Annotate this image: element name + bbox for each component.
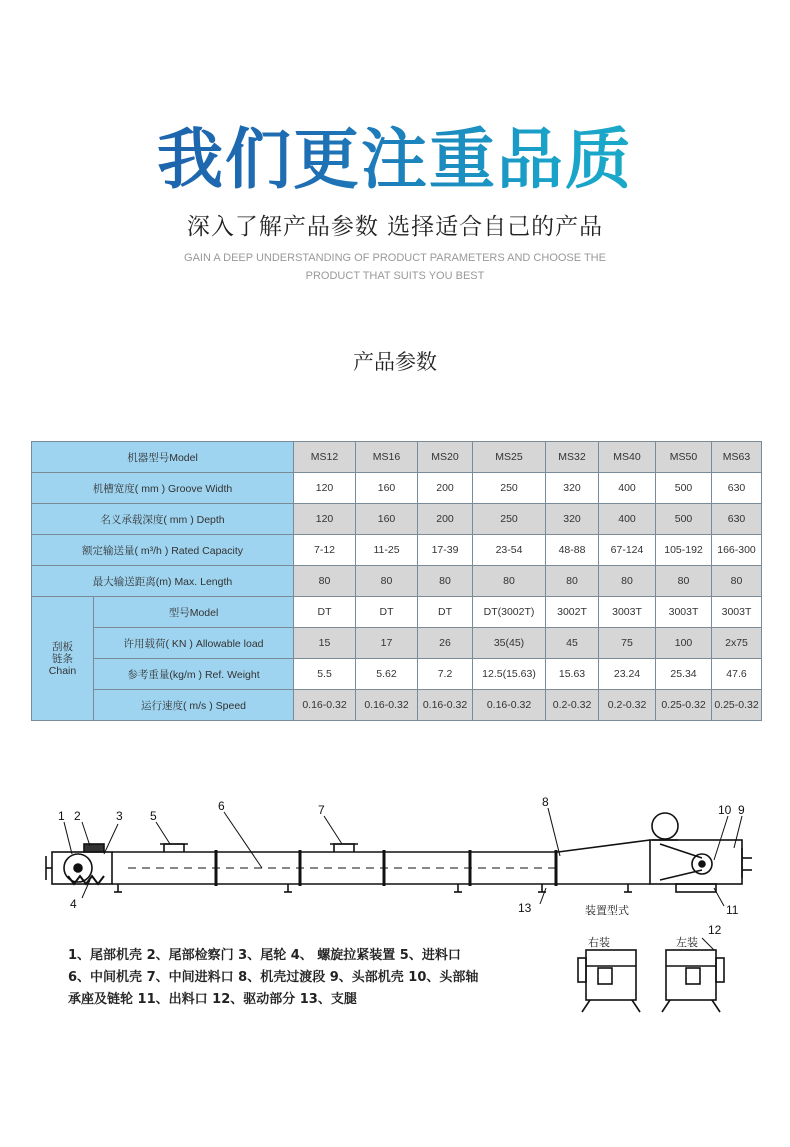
value-cell: 80 (294, 566, 356, 597)
value-cell: 500 (656, 504, 712, 535)
section-title: 产品参数 (353, 350, 437, 374)
value-cell: DT (294, 597, 356, 628)
value-cell: 160 (356, 504, 418, 535)
value-cell: 12.5(15.63) (473, 659, 546, 690)
callout-number-12: 12 (708, 923, 722, 937)
value-cell: 630 (712, 504, 762, 535)
callout-number-11: 11 (726, 903, 739, 917)
tail-inspection-door (84, 844, 104, 852)
right-mount-label: 右装 (588, 936, 610, 949)
table-row (32, 504, 762, 535)
value-cell: 23.24 (599, 659, 656, 690)
value-cell: 2x75 (712, 628, 762, 659)
callout-number-5: 5 (150, 809, 157, 823)
callout-number-8: 8 (542, 795, 549, 809)
table-row (32, 659, 762, 690)
value-cell: 0.2-0.32 (599, 690, 656, 721)
row-label: 机槽宽度( mm ) Groove Width (32, 473, 294, 504)
value-cell: 80 (546, 566, 599, 597)
value-cell: 45 (546, 628, 599, 659)
page-headline: 我们更注重品质 (0, 106, 790, 201)
transition-section (558, 840, 650, 852)
value-cell: 3003T (599, 597, 656, 628)
value-cell: 5.5 (294, 659, 356, 690)
legend-line-1: 1、尾部机壳 2、尾部检察门 3、尾轮 4、 螺旋拉紧装置 5、进料口 (68, 948, 461, 963)
parameter-table (31, 441, 762, 721)
model-cell: MS32 (546, 442, 599, 473)
value-cell: 320 (546, 473, 599, 504)
value-cell: 23-54 (473, 535, 546, 566)
value-cell: 80 (418, 566, 473, 597)
table-row (32, 690, 762, 721)
callout-number-3: 3 (116, 809, 123, 823)
value-cell: 0.16-0.32 (418, 690, 473, 721)
chain-group-text: 链条 (52, 652, 73, 665)
value-cell: 500 (656, 473, 712, 504)
legend-line-3: 承座及链轮 11、出料口 12、驱动部分 13、支腿 (68, 992, 357, 1007)
callout-number-10: 10 (718, 803, 732, 817)
value-cell: 80 (599, 566, 656, 597)
model-cell: MS50 (656, 442, 712, 473)
callout-number-7: 7 (318, 803, 325, 817)
model-cell: MS12 (294, 442, 356, 473)
value-cell: 3003T (712, 597, 762, 628)
value-cell: 200 (418, 504, 473, 535)
value-cell: 400 (599, 473, 656, 504)
callout-number-13: 13 (518, 901, 532, 915)
value-cell: DT(3002T) (473, 597, 546, 628)
chain-group-text: Chain (48, 664, 77, 677)
value-cell: 80 (356, 566, 418, 597)
value-cell: 7-12 (294, 535, 356, 566)
row-label: 最大输送距离(m) Max. Length (32, 566, 294, 597)
table-row (32, 473, 762, 504)
feed-inlet-5 (164, 844, 184, 852)
table-row (32, 442, 762, 473)
value-cell: 160 (356, 473, 418, 504)
value-cell: 0.16-0.32 (473, 690, 546, 721)
row-label: 许用载荷( KN ) Allowable load (94, 628, 294, 659)
model-cell: MS16 (356, 442, 418, 473)
install-type-label: 装置型式 (585, 904, 629, 917)
value-cell: 11-25 (356, 535, 418, 566)
row-label: 型号Model (94, 597, 294, 628)
table-row (32, 535, 762, 566)
english-subtitle-line-1: GAIN A DEEP UNDERSTANDING OF PRODUCT PARAMETERS AND CHOOSE THE (184, 252, 606, 264)
row-label: 机器型号Model (32, 442, 294, 473)
value-cell: 80 (473, 566, 546, 597)
value-cell: 25.34 (656, 659, 712, 690)
value-cell: 0.2-0.32 (546, 690, 599, 721)
value-cell: 250 (473, 504, 546, 535)
value-cell: 7.2 (418, 659, 473, 690)
chain-group-label (32, 597, 94, 721)
value-cell: 5.62 (356, 659, 418, 690)
value-cell: 17-39 (418, 535, 473, 566)
value-cell: 400 (599, 504, 656, 535)
callout-number-2: 2 (74, 809, 81, 823)
value-cell: 0.25-0.32 (656, 690, 712, 721)
value-cell: 26 (418, 628, 473, 659)
value-cell: DT (356, 597, 418, 628)
english-subtitle-line-2: PRODUCT THAT SUITS YOU BEST (305, 270, 485, 282)
value-cell: 15 (294, 628, 356, 659)
value-cell: 0.25-0.32 (712, 690, 762, 721)
value-cell: 80 (712, 566, 762, 597)
left-mount-label: 左装 (676, 936, 698, 949)
model-cell: MS20 (418, 442, 473, 473)
value-cell: 17 (356, 628, 418, 659)
model-cell: MS25 (473, 442, 546, 473)
value-cell: 0.16-0.32 (356, 690, 418, 721)
value-cell: 0.16-0.32 (294, 690, 356, 721)
legend-line-2: 6、中间机壳 7、中间进料口 8、机壳过渡段 9、头部机壳 10、头部轴 (68, 970, 479, 985)
value-cell: 120 (294, 473, 356, 504)
row-label: 名义承载深度( mm ) Depth (32, 504, 294, 535)
value-cell: 105-192 (656, 535, 712, 566)
row-label: 额定输送量( m³/h ) Rated Capacity (32, 535, 294, 566)
row-label: 参考重量(kg/m ) Ref. Weight (94, 659, 294, 690)
value-cell: 100 (656, 628, 712, 659)
value-cell: 3002T (546, 597, 599, 628)
discharge-outlet (676, 884, 716, 892)
value-cell: 47.6 (712, 659, 762, 690)
value-cell: 320 (546, 504, 599, 535)
table-row (32, 566, 762, 597)
value-cell: DT (418, 597, 473, 628)
callout-number-6: 6 (218, 799, 225, 813)
value-cell: 80 (656, 566, 712, 597)
value-cell: 120 (294, 504, 356, 535)
callout-number-4: 4 (70, 897, 77, 911)
table-row (32, 597, 762, 628)
value-cell: 200 (418, 473, 473, 504)
head-housing (650, 840, 742, 884)
callout-number-1: 1 (58, 809, 65, 823)
value-cell: 48-88 (546, 535, 599, 566)
value-cell: 166-300 (712, 535, 762, 566)
value-cell: 75 (599, 628, 656, 659)
value-cell: 630 (712, 473, 762, 504)
value-cell: 67-124 (599, 535, 656, 566)
model-cell: MS40 (599, 442, 656, 473)
page-subtitle: 深入了解产品参数 选择适合自己的产品 (186, 214, 604, 240)
value-cell: 3003T (656, 597, 712, 628)
table-row (32, 628, 762, 659)
row-label: 运行速度( m/s ) Speed (94, 690, 294, 721)
middle-feed-inlet-7 (334, 844, 354, 852)
right-mount-diagram (578, 950, 640, 1012)
drive-unit (652, 813, 678, 839)
model-cell: MS63 (712, 442, 762, 473)
value-cell: 35(45) (473, 628, 546, 659)
value-cell: 15.63 (546, 659, 599, 690)
value-cell: 250 (473, 473, 546, 504)
chain-group-text: 刮板 (52, 640, 73, 653)
callout-number-9: 9 (738, 803, 745, 817)
